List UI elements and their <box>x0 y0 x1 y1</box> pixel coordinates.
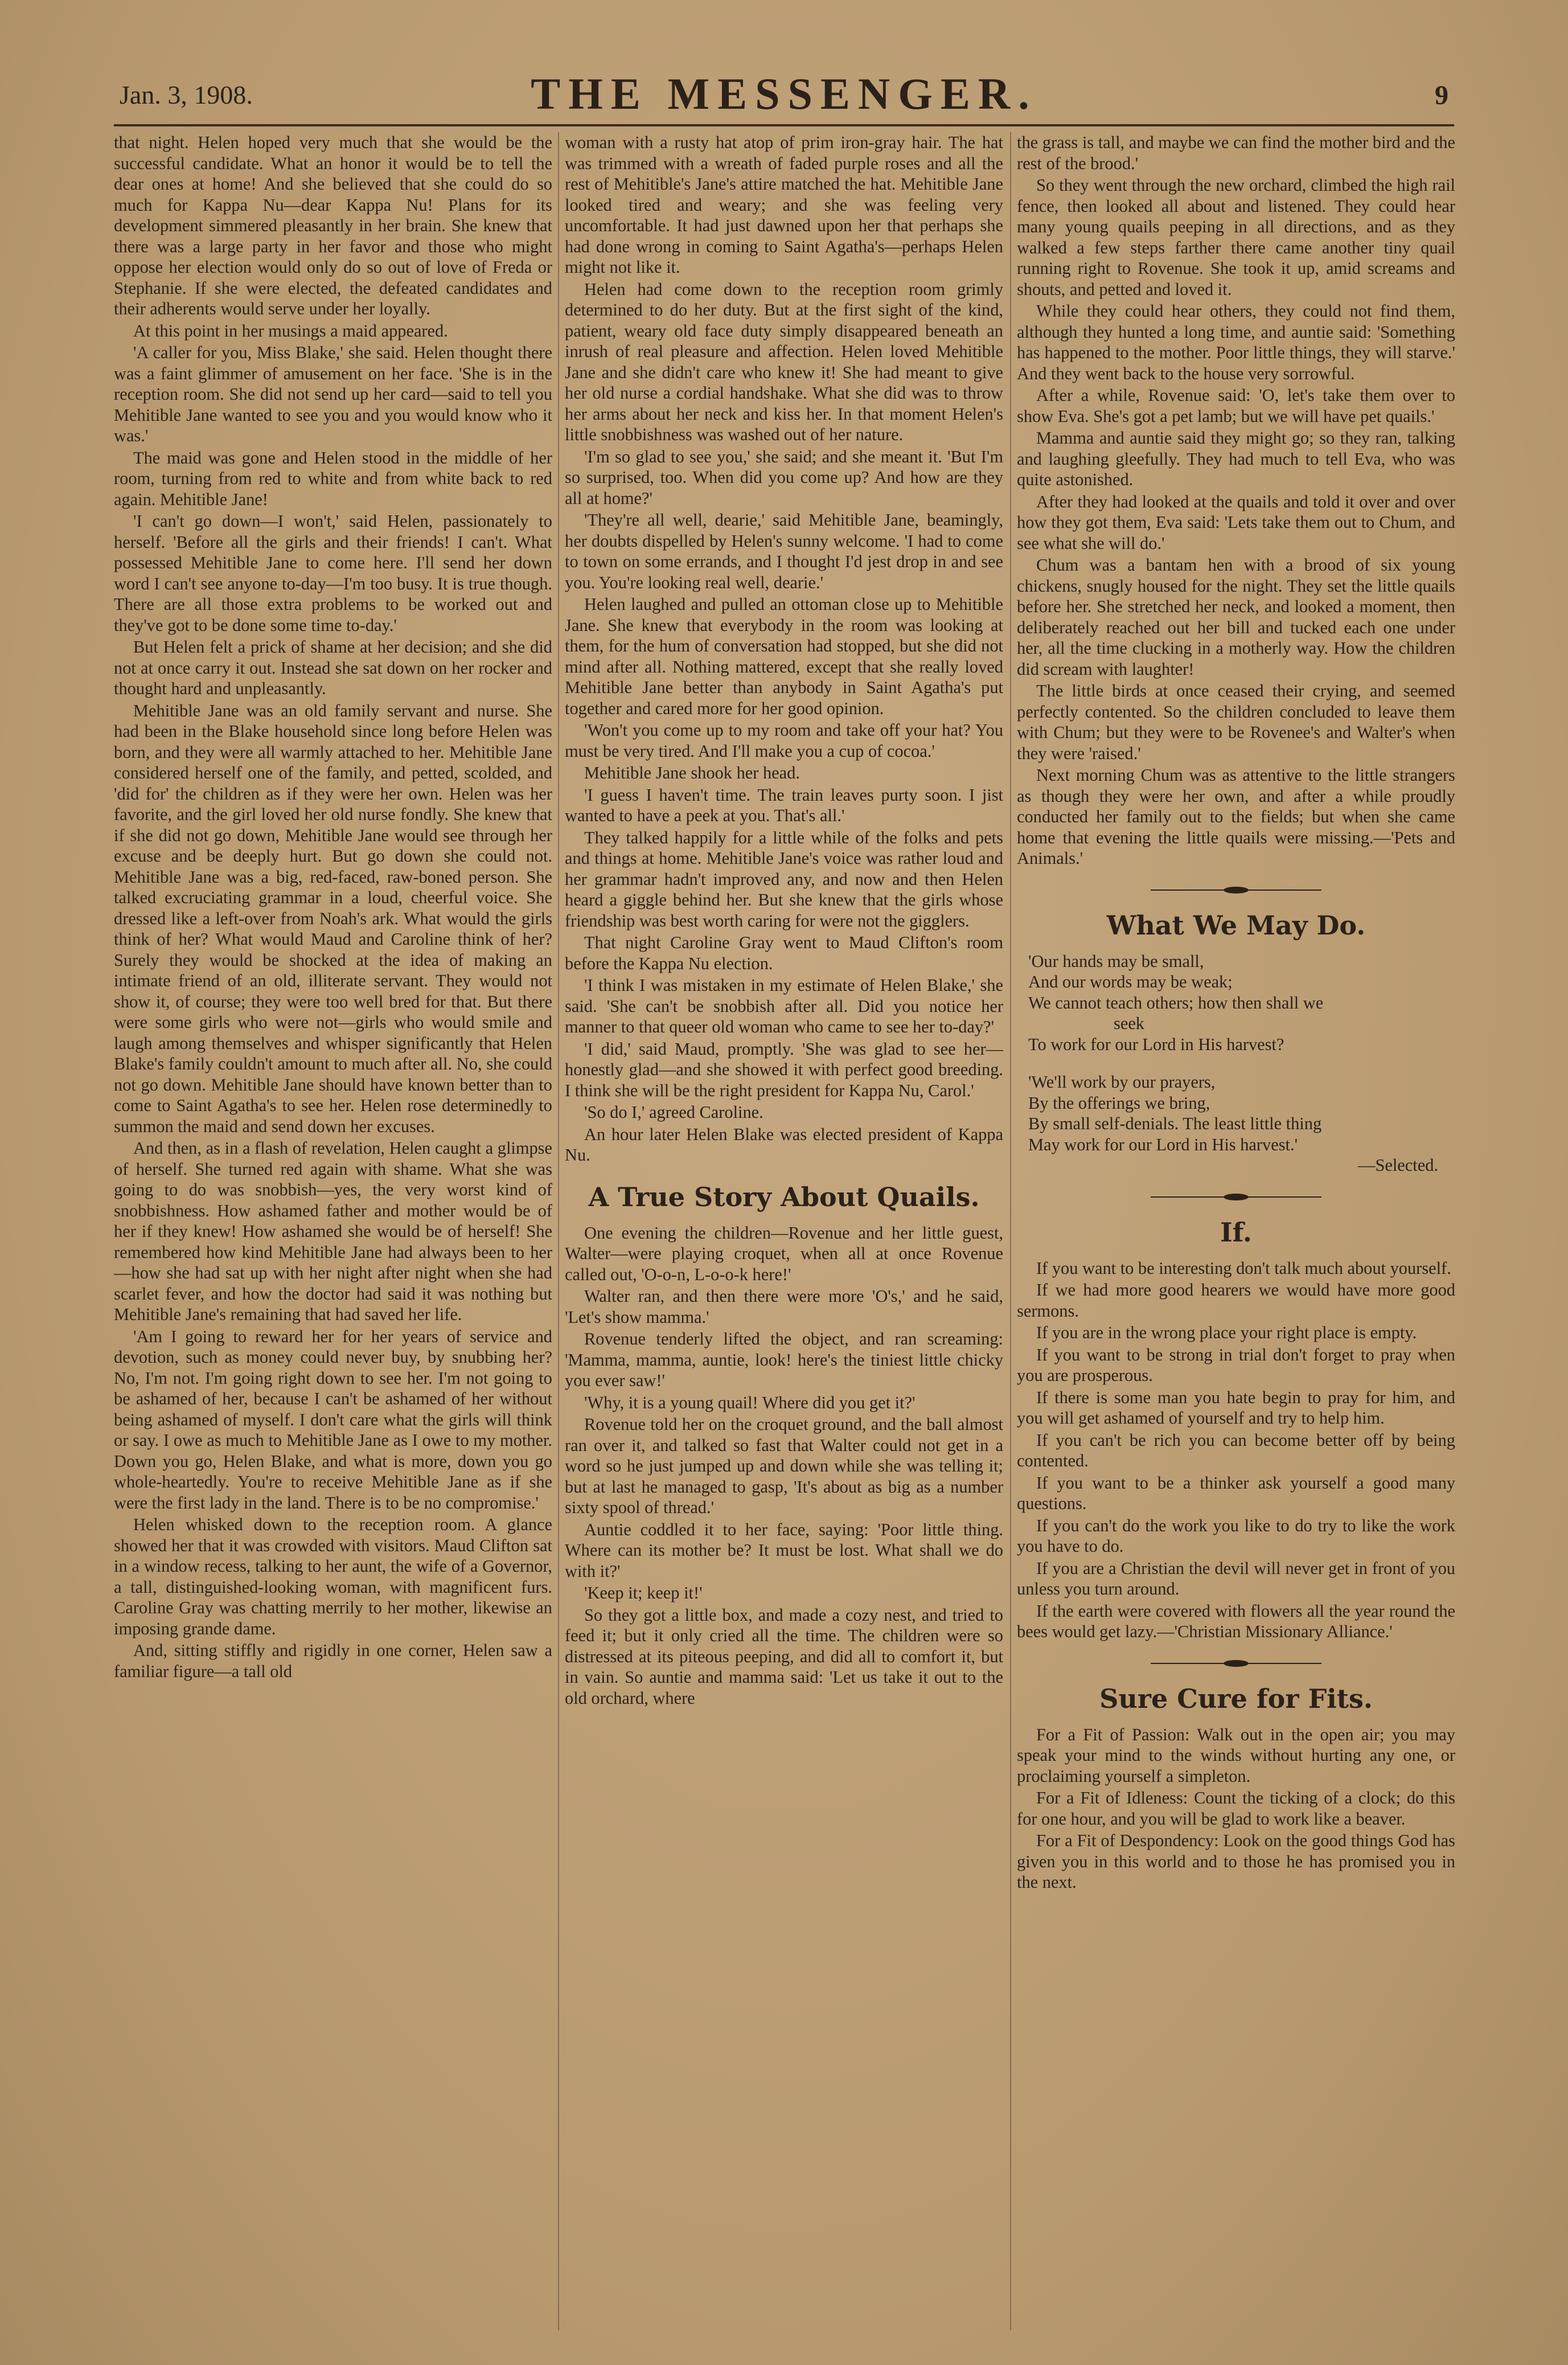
paragraph: But Helen felt a prick of shame at her decision; and she did not at once carry it out. Instead she sat down on her rocker and thought hard and unpleasantly. <box>114 637 552 698</box>
paragraph: The little birds at once ceased their crying, and seemed perfectly contented. So the children concluded to leave them with Chum; but they were to be Rovenee's and Walter's when they were 'raised.' <box>1017 681 1455 763</box>
paragraph: For a Fit of Idleness: Count the ticking of a clock; do this for one hour, and you will be glad to work like a beaver. <box>1017 1788 1455 1829</box>
ornament-divider <box>1151 886 1321 894</box>
poem-line: By the offerings we bring, <box>1028 1093 1210 1113</box>
paragraph: For a Fit of Despondency: Look on the good things God has given you in this world and to those he has promised you in the next. <box>1017 1831 1455 1892</box>
paragraph: 'So do I,' agreed Caroline. <box>584 1102 764 1122</box>
paragraph: After a while, Rovenue said: 'O, let's take them over to show Eva. She's got a pet lamb; but we will have pet quails.' <box>1017 386 1455 426</box>
paragraph: If the earth were covered with flowers all the year round the bees would get lazy.—'Christian Missionary Alliance.' <box>1017 1601 1455 1641</box>
poem-line: To work for our Lord in His harvest? <box>1028 1034 1284 1054</box>
paragraph: That night Caroline Gray went to Maud Clifton's room before the Kappa Nu election. <box>565 933 1003 973</box>
newspaper-title: THE MESSENGER. <box>531 69 1037 118</box>
paragraph: Auntie coddled it to her face, saying: 'Poor little thing. Where can its mother be? It must be lost. What shall we do with it?' <box>565 1519 1003 1581</box>
column-3 <box>1017 132 1455 2330</box>
poem-line: 'Our hands may be small, <box>1028 951 1204 971</box>
paragraph: So they went through the new orchard, climbed the high rail fence, then looked all about and listened. They could hear many young quails peeping in all directions, and as they walked a few steps farther there came another tiny quail running right to Rovenue. She took it up, amid screams and shouts, and petted and loved it. <box>1017 175 1455 299</box>
paragraph: Walter ran, and then there were more 'O's,' and he said, 'Let's show mamma.' <box>565 1286 1003 1327</box>
header-rule <box>114 124 1454 126</box>
paragraph: Helen whisked down to the reception room. A glance showed her that it was crowded with visitors. Maud Clifton sat in a window recess, talking to her aunt, the wife of a Governor, a tall, distinguished-looking woman, with magnificent furs. Caroline Gray was chatting merrily to her mother, likewise an imposing grande dame. <box>114 1515 552 1638</box>
paragraph: 'They're all well, dearie,' said Mehitible Jane, beamingly, her doubts dispelled by Helen's sunny welcome. 'I had to come to town on some errands, and I thought I'd jest drop in and see you. You're looking real well, dearie.' <box>565 510 1003 592</box>
poem-line: 'We'll work by our prayers, <box>1028 1072 1216 1092</box>
paragraph: 'Why, it is a young quail! Where did you get it?' <box>584 1392 916 1412</box>
poem-line: And our words may be weak; <box>1028 972 1233 991</box>
ornament-divider <box>1151 1659 1321 1667</box>
paragraph: Rovenue tenderly lifted the object, and ran screaming: 'Mamma, mamma, auntie, look! here's the tiniest little chicky you ever saw!' <box>565 1329 1003 1390</box>
column-1 <box>114 132 552 2330</box>
paragraph: While they could hear others, they could not find them, although they hunted a long time, and auntie said: 'Something has happened to the mother. Poor little things, they will starve.' And they went back to the house very sorrowful. <box>1017 301 1455 383</box>
paragraph: If you want to be strong in trial don't forget to pray when you are prosperous. <box>1017 1345 1455 1385</box>
paragraph: One evening the children—Rovenue and her little guest, Walter—were playing croquet, when all at once Rovenue called out, 'O-o-n, L-o-o-k here!' <box>565 1223 1003 1284</box>
paragraph: If you can't do the work you like to do try to like the work you have to do. <box>1017 1515 1455 1556</box>
poem <box>1028 951 1455 1155</box>
fits-heading: Sure Cure for Fits. <box>1099 1683 1373 1714</box>
poem-credit: —Selected. <box>1358 1155 1438 1175</box>
paragraph: So they got a little box, and made a cozy nest, and tried to feed it; but it only cried all the time. The children were so distressed at its piteous peeping, and did all to comfort it, but in vain. So auntie and mamma said: 'Let us take it out to the old orchard, where <box>565 1605 1003 1708</box>
if-heading: If. <box>1220 1216 1252 1248</box>
paragraph: 'I'm so glad to see you,' she said; and she meant it. 'But I'm so surprised, too. When did you come up? And how are they all at home?' <box>565 446 1003 508</box>
paragraph: 'Am I going to reward her for her years of service and devotion, such as money could never buy, by snubbing her? No, I'm not. I'm going right down to see her. I'm not going to be ashamed of her, because I can't be ashamed of her without being ashamed of myself. I don't care what the girls will think or say. I owe as much to Mehitible Jane as I owe to my mother. Down you go, Helen Blake, and what is more, down you go whole-heartedly. You're to receive Mehitible Jane as if she were the first lady in the land. There is to be no compromise.' <box>114 1326 552 1513</box>
paragraph: Mamma and auntie said they might go; so they ran, talking and laughing gleefully. They had much to tell Eva, who was quite astonished. <box>1017 428 1455 489</box>
paragraph: 'I can't go down—I won't,' said Helen, passionately to herself. 'Before all the girls and their friends! I can't. What possessed Mehitible Jane to come here. I'll send her down word I can't see anyone to-day—I'm too busy. It is true though. There are all those extra problems to be worked out and they've got to be done some time to-day.' <box>114 511 552 635</box>
paragraph: And, sitting stiffly and rigidly in one corner, Helen saw a familiar figure—a tall old <box>114 1641 552 1681</box>
paragraph: After they had looked at the quails and told it over and over how they got them, Eva said: 'Lets take them out to Chum, and see what she will do.' <box>1017 491 1455 553</box>
paragraph: They talked happily for a little while of the folks and pets and things at home. Mehitible Jane's voice was rather loud and her grammar hadn't improved any, and now and then Helen heard a giggle behind her. But she knew that the girls whose friendship was best worth caring for were not the gigglers. <box>565 827 1003 931</box>
column-divider <box>558 132 559 2330</box>
paragraph: Rovenue told her on the croquet ground, and the ball almost ran over it, and talked so fast that Walter could not get in a word so he just jumped up and down while she was telling it; but at last he managed to gasp, 'It's about as big as a number sixty spool of thread.' <box>565 1415 1003 1517</box>
poem-heading: What We May Do. <box>1106 909 1366 941</box>
paragraph: If you want to be a thinker ask yourself a good many questions. <box>1017 1473 1455 1513</box>
paragraph: that night. Helen hoped very much that she would be the successful candidate. What an honor it would be to tell the dear ones at home! And she believed that she could do so much for Kappa Nu—dear Kappa Nu! Plans for its development simmered pleasantly in her brain. She knew that there was a large party in her favor and those who might oppose her election would only do so out of love of Freda or Stephanie. If she were elected, the defeated candidates and their adherents would serve under her loyally. <box>114 133 552 318</box>
paragraph: At this point in her musings a maid appeared. <box>133 321 448 341</box>
paragraph: If we had more good hearers we would have more good sermons. <box>1017 1280 1455 1321</box>
paragraph: Mehitible Jane was an old family servant and nurse. She had been in the Blake household since long before Helen was born, and they were all warmly attached to her. Mehitible Jane considered herself one of the family, and petted, scolded, and 'did for' the children as if they were her own. Helen was her favorite, and the girl loved her old nurse fondly. She knew that if she did not go down, Mehitible Jane would see through her excuse and be deeply hurt. But go down she could not. Mehitible Jane was a big, red-faced, raw-boned person. She talked excruciating grammar in a loud, cheerful voice. She dressed like a left-over from Noah's ark. What would the girls think of her? What would Maud and Caroline think of her? Surely they would be shocked at the idea of making an intimate friend of an old, illiterate servant. They would not show it, of course; they were too well bred for that. But there were some girls who were not—girls who would smile and laugh among themselves and whisper significantly that Helen Blake's family couldn't amount to much after all. No, she could not go down. Mehitible Jane should have known better than to come to Saint Agatha's to see her. Helen rose determinedly to summon the maid and send down her excuses. <box>114 700 552 1136</box>
poem-line: We cannot teach others; how then shall we <box>1028 993 1324 1013</box>
paragraph: Helen laughed and pulled an ottoman close up to Mehitible Jane. She knew that everybody in the room was looking at them, for the hum of conversation had stopped, but she did not mind after all. Nothing mattered, except that she really loved Mehitible Jane better than anybody in Saint Agatha's put together and cared more for her good opinion. <box>565 595 1003 718</box>
ornament-divider <box>1151 1193 1321 1201</box>
paragraph: 'Won't you come up to my room and take off your hat? You must be very tired. And I'll make you a cup of cocoa.' <box>565 720 1003 761</box>
paragraph: If there is some man you hate begin to pray for him, and you will get ashamed of yourself and try to help him. <box>1017 1387 1455 1428</box>
paragraph: For a Fit of Passion: Walk out in the open air; you may speak your mind to the winds without hurting any one, or proclaiming yourself a simpleton. <box>1017 1724 1455 1786</box>
poem-line: May work for our Lord in His harvest.' <box>1028 1134 1298 1154</box>
paragraph: The maid was gone and Helen stood in the middle of her room, turning from red to white and from white back to red again. Mehitible Jane! <box>114 448 552 509</box>
paragraph: If you are a Christian the devil will never get in front of you unless you turn around. <box>1017 1558 1455 1598</box>
issue-date: Jan. 3, 1908. <box>120 80 253 109</box>
poem-line: seek <box>1114 1014 1144 1033</box>
paragraph: If you can't be rich you can become better off by being contented. <box>1017 1430 1455 1470</box>
paragraph: 'I did,' said Maud, promptly. 'She was glad to see her—honestly glad—and she showed it with perfect good breeding. I think she will be the right president for Kappa Nu, Carol.' <box>565 1039 1003 1100</box>
paragraph: If you want to be interesting don't talk much about yourself. <box>1036 1258 1451 1278</box>
column-divider <box>1010 132 1011 2330</box>
paragraph: 'A caller for you, Miss Blake,' she said. Helen thought there was a faint glimmer of amusement on her face. 'She is in the reception room. She did not send up her card—said to tell you Mehitible Jane wanted to see you and you would know who it was.' <box>114 343 552 445</box>
paragraph: An hour later Helen Blake was elected president of Kappa Nu. <box>565 1124 1003 1165</box>
paragraph: Next morning Chum was as attentive to the little strangers as though they were her own, and after a while proudly conducted her family out to the fields; but when she came home that evening the little quails were missing.—'Pets and Animals.' <box>1017 765 1455 868</box>
paragraph: If you are in the wrong place your right place is empty. <box>1036 1323 1417 1342</box>
masthead <box>114 68 1454 131</box>
column-2 <box>565 132 1003 2330</box>
paragraph: Helen had come down to the reception room grimly determined to do her duty. But at the first sight of the kind, patient, weary old face duty simply disappeared beneath an inrush of real pleasure and affection. Helen loved Mehitible Jane and she didn't care who knew it! She had meant to give her old nurse a cordial handshake. What she did was to throw her arms about her neck and kiss her. In that moment Helen's little snobbishness was washed out of her nature. <box>565 279 1003 444</box>
paragraph: woman with a rusty hat atop of prim iron-gray hair. The hat was trimmed with a wreath of faded purple roses and all the rest of Mehitible's Jane's attire matched the hat. Mehitible Jane looked tired and weary; and she was feeling very uncomfortable. It had just dawned upon her that perhaps she had done wrong in coming to Saint Agatha's—perhaps Helen might not like it. <box>565 133 1003 277</box>
page-number: 9 <box>1435 80 1448 110</box>
paragraph: Chum was a bantam hen with a brood of six young chickens, snugly housed for the night. They set the little quails before her. She stretched her neck, and looked a moment, then deliberately reached out her bill and tucked each one under her, all the time clucking in a motherly way. How the children did scream with laughter! <box>1017 555 1455 679</box>
paragraph: 'I think I was mistaken in my estimate of Helen Blake,' she said. 'She can't be snobbish after all. Did you notice her manner to that queer old woman who came to see her to-day?' <box>565 975 1003 1036</box>
paragraph: 'I guess I haven't time. The train leaves purty soon. I jist wanted to have a peek at you. That's all.' <box>565 785 1003 825</box>
paragraph: 'Keep it; keep it!' <box>584 1583 703 1602</box>
poem-line: By small self-denials. The least little thing <box>1028 1114 1322 1133</box>
paragraph: Mehitible Jane shook her head. <box>584 763 800 782</box>
story-heading: A True Story About Quails. <box>588 1181 980 1212</box>
paragraph: the grass is tall, and maybe we can find the mother bird and the rest of the brood.' <box>1017 133 1455 173</box>
paragraph: And then, as in a flash of revelation, Helen caught a glimpse of herself. She turned red again with shame. What she was going to do was snobbish—yes, the very worst kind of snobbishness. How ashamed father and mother would be of her if they knew! How ashamed she would be of herself! She remembered how kind Mehitible Jane had always been to her—how she had sat up with her night after night when she had scarlet fever, and how the doctor had said it was nothing but Mehitible Jane's remaining that had saved her life. <box>114 1138 552 1324</box>
